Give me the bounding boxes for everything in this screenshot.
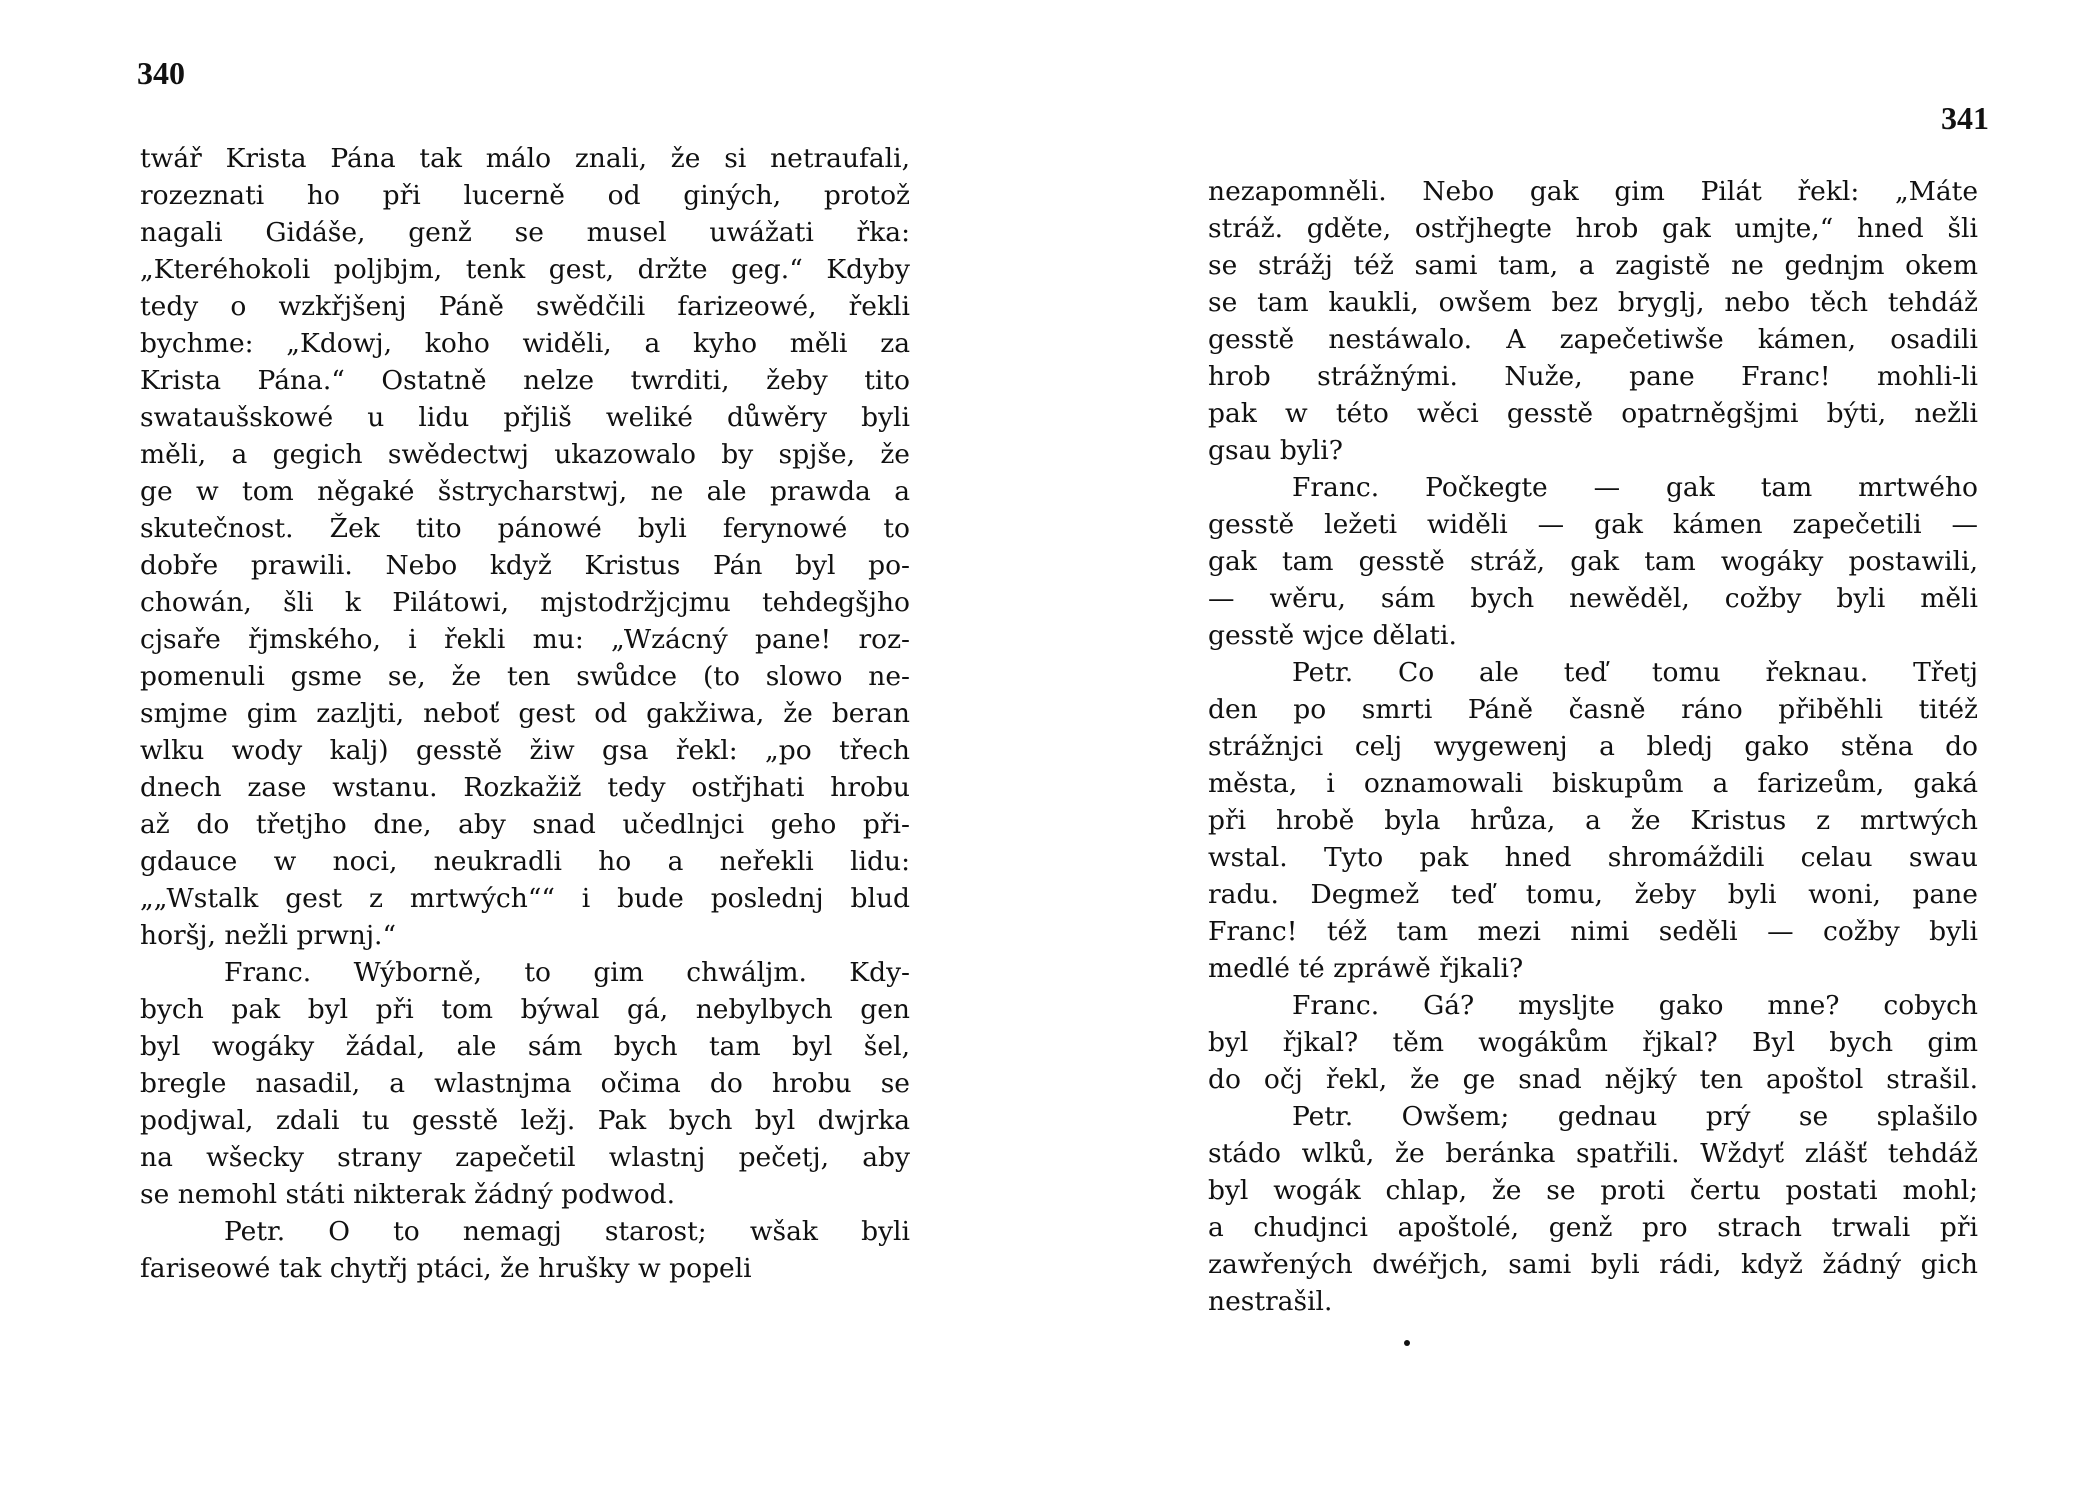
text-line: twář Krista Pána tak málo znali, že si netraufali,: [140, 143, 910, 174]
right-page: [1043, 0, 2086, 1500]
text-line: se strážj též sami tam, a zagistě ne gednjm okem: [1208, 250, 1978, 281]
page-number-340: 340: [137, 55, 185, 91]
text-line: wstal. Tyto pak hned shromáždili celau swau: [1208, 842, 1978, 873]
text-line: byl wogáky žádal, ale sám bych tam byl šel,: [140, 1031, 910, 1062]
text-line: skutečnost. Žek tito pánowé byli ferynowé to: [140, 513, 910, 544]
text-line: bych pak byl při tom býwal gá, nebylbych gen: [140, 994, 910, 1025]
text-line: stráž. gděte, ostřjhegte hrob gak umjte,“ hned šli: [1208, 213, 1978, 244]
text-line: cjsaře řjmského, i řekli mu: „Wzácný pane! roz-: [140, 624, 910, 655]
text-line: gesstě ležeti widěli — gak kámen zapečetili —: [1208, 509, 1978, 540]
text-line: smjme gim zazljti, neboť gest od gakžiwa, že beran: [140, 698, 910, 729]
text-line: fariseowé tak chytřj ptáci, že hrušky w popeli: [140, 1253, 752, 1284]
page-number-341: 341: [1941, 100, 1989, 136]
text-line: Petr. O to nemagj starost; wšak byli: [224, 1216, 910, 1247]
text-line: medlé té zpráwě řjkali?: [1208, 953, 1524, 984]
text-line: do očj řekl, že ge snad nějký ten apoštol strašil.: [1208, 1064, 1978, 1095]
text-line: byl wogák chlap, že se proti čertu postati mohl;: [1208, 1175, 1978, 1206]
text-line: tedy o wzkřjšenj Páně swědčili farizeowé, řekli: [140, 291, 910, 322]
text-line: „„Wstalk gest z mrtwých““ i bude poslednj blud: [140, 883, 910, 914]
text-line: při hrobě byla hrůza, a že Kristus z mrtwých: [1208, 805, 1978, 836]
text-line: se tam kaukli, owšem bez bryglj, nebo těch tehdáž: [1208, 287, 1978, 318]
text-line: „Kteréhokoli poljbjm, tenk gest, držte geg.“ Kdyby: [140, 254, 910, 285]
text-line: na wšecky strany zapečetil wlastnj pečetj, aby: [140, 1142, 910, 1173]
text-line: bregle nasadil, a wlastnjma očima do hrobu se: [140, 1068, 910, 1099]
text-line: rozeznati ho při lucerně od giných, protož: [140, 180, 910, 211]
text-line: Krista Pána.“ Ostatně nelze twrditi, žeby tito: [140, 365, 910, 396]
text-line: ge w tom něgaké šstrycharstwj, ne ale prawda a: [140, 476, 910, 507]
text-line: gesstě nestáwalo. A zapečetiwše kámen, osadili: [1208, 324, 1978, 355]
text-line: byl řjkal? těm wogákům řjkal? Byl bych gim: [1208, 1027, 1978, 1058]
text-line: Petr. Owšem; gednau prý se splašilo: [1292, 1101, 1978, 1132]
text-line: radu. Degmež teď tomu, žeby byli woni, pane: [1208, 879, 1978, 910]
text-line: se nemohl státi nikterak žádný podwod.: [140, 1179, 676, 1210]
text-line: Franc. Wýborně, to gim chwáljm. Kdy-: [224, 957, 910, 988]
text-line: pak w této wěci gesstě opatrněgšjmi býti, nežli: [1208, 398, 1978, 429]
text-line: a chudjnci apoštolé, genž pro strach trwali při: [1208, 1212, 1978, 1243]
text-line: Petr. Co ale teď tomu řeknau. Třetj: [1292, 657, 1978, 688]
text-line: wlku wody kalj) gesstě žiw gsa řekl: „po třech: [140, 735, 910, 766]
text-line: dobře prawili. Nebo když Kristus Pán byl po-: [140, 550, 910, 581]
text-line: Franc! též tam mezi nimi seděli — cožby byli: [1208, 916, 1978, 947]
text-line: nagali Gidáše, genž se musel uwážati řka:: [140, 217, 910, 248]
text-line: stádo wlků, že beránka spatřili. Wždyť zlášť tehdáž: [1208, 1138, 1978, 1169]
text-line: zawřených dwéřjch, sami byli rádi, když žádný gich: [1208, 1249, 1978, 1280]
text-line: Franc. Gá? mysljte gako mne? cobych: [1292, 990, 1978, 1021]
text-line: měli, a gegich swědectwj ukazowalo by spjše, že: [140, 439, 910, 470]
text-line: až do třetjho dne, aby snad učedlnjci geho při-: [140, 809, 910, 840]
text-line: den po smrti Páně časně ráno přiběhli titéž: [1208, 694, 1978, 725]
text-line: swataušskowé u lidu přjliš weliké důwěry byli: [140, 402, 910, 433]
text-line: gsau byli?: [1208, 435, 1343, 466]
text-line: gdauce w noci, neukradli ho a neřekli lidu:: [140, 846, 910, 877]
text-line: dnech zase wstanu. Rozkažiž tedy ostřjhati hrobu: [140, 772, 910, 803]
text-line: bychme: „Kdowj, koho widěli, a kyho měli za: [140, 328, 910, 359]
text-line: hrob strážnými. Nuže, pane Franc! mohli-li: [1208, 361, 1978, 392]
text-line: nezapomněli. Nebo gak gim Pilát řekl: „Máte: [1208, 176, 1978, 207]
text-line: horšj, nežli prwnj.“: [140, 920, 397, 951]
ink-dot: [1404, 1340, 1410, 1346]
text-line: města, i oznamowali biskupům a farizeům, gaká: [1208, 768, 1978, 799]
text-line: nestrašil.: [1208, 1286, 1333, 1317]
text-line: — wěru, sám bych newěděl, cožby byli měli: [1208, 583, 1978, 614]
text-line: Franc. Počkegte — gak tam mrtwého: [1292, 472, 1978, 503]
text-line: strážnjci celj wygewenj a bledj gako stěna do: [1208, 731, 1978, 762]
text-line: podjwal, zdali tu gesstě ležj. Pak bych byl dwjrka: [140, 1105, 910, 1136]
text-line: pomenuli gsme se, že ten swůdce (to slowo ne-: [140, 661, 910, 692]
text-line: gak tam gesstě stráž, gak tam wogáky postawili,: [1208, 546, 1978, 577]
text-line: chowán, šli k Pilátowi, mjstodržjcjmu tehdegšjho: [140, 587, 910, 618]
text-line: gesstě wjce dělati.: [1208, 620, 1457, 651]
